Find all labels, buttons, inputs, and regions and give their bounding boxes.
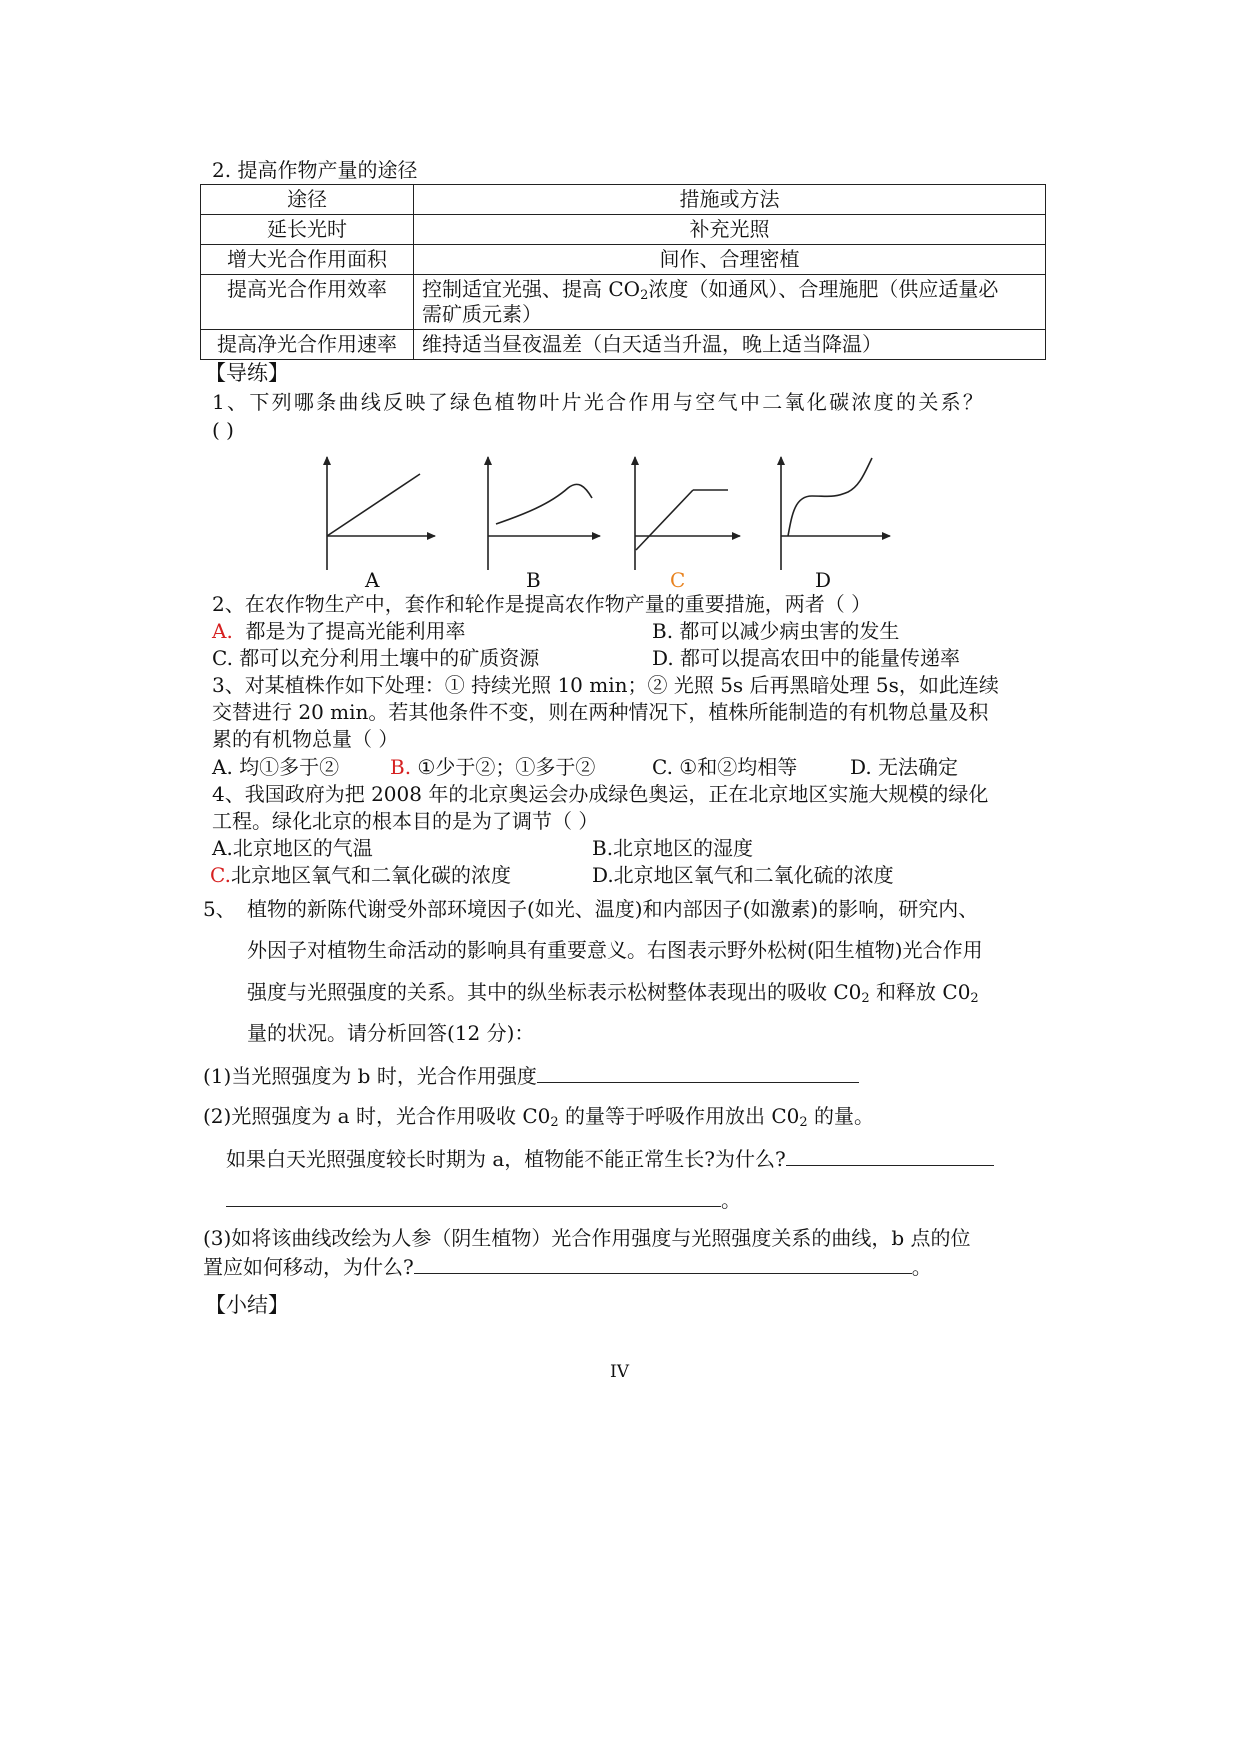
question-2-option-b: B. 都可以减少病虫害的发生: [652, 619, 900, 643]
answer-letter-a: A.: [212, 619, 233, 643]
question-5-sub-3-line-1: (3)如将该曲线改绘为人参（阴生植物）光合作用强度与光照强度关系的曲线，b 点的位: [203, 1226, 971, 1250]
table-cell-path: 提高净光合作用速率: [201, 330, 414, 360]
answer-blank-2b[interactable]: [226, 1186, 721, 1207]
table-header-method: 措施或方法: [414, 185, 1046, 215]
question-4-option-a: A.北京地区的气温: [212, 836, 373, 860]
question-4-line-1: 4、我国政府为把 2008 年的北京奥运会办成绿色奥运，正在北京地区实施大规模的绿化: [212, 782, 989, 806]
question-5-line-1: 植物的新陈代谢受外部环境因子(如光、温度)和内部因子(如激素)的影响，研究内、: [247, 897, 979, 921]
question-5-sub-2: (2)光照强度为 a 时，光合作用吸收 $C0_2$ 的量等于呼吸作用放出 $C0_2$ 的量。: [203, 1104, 875, 1130]
question-5-number: 5、: [203, 897, 236, 921]
curve-c: [635, 457, 740, 570]
table-header-row: [201, 185, 1046, 215]
question-5-line-2: 外因子对植物生命活动的影响具有重要意义。右图表示野外松树(阳生植物)光合作用: [247, 938, 983, 962]
question-1-curve-options: [300, 452, 900, 582]
table-cell-path: 提高光合作用效率: [201, 275, 414, 330]
answer-blank-2a[interactable]: [786, 1145, 994, 1166]
question-5-sub-2b: 如果白天光照强度较长时期为 a，植物能不能正常生长?为什么?: [226, 1145, 994, 1172]
question-2-option-d: D. 都可以提高农田中的能量传递率: [652, 646, 961, 670]
question-4-line-2: 工程。绿化北京的根本目的是为了调节（ ）: [212, 809, 599, 833]
answer-letter-b: B.: [390, 755, 412, 779]
question-3-line-2: 交替进行 20 min。若其他条件不变，则在两种情况下，植株所能制造的有机物总量及积: [212, 700, 989, 724]
question-5-line-3: 强度与光照强度的关系。其中的纵坐标表示松树整体表现出的吸收 $C0_2$ 和释放 $C0_2$: [247, 980, 979, 1006]
table-cell-path: 延长光时: [201, 215, 414, 245]
page-number: IV: [610, 1362, 629, 1382]
question-3-line-3: 累的有机物总量（ ）: [212, 727, 399, 751]
curve-label-b: B: [526, 568, 541, 592]
question-2-option-c: C. 都可以充分利用土壤中的矿质资源: [212, 646, 540, 670]
question-1-answer-paren: ( ): [212, 418, 234, 442]
table-cell-method: 维持适当昼夜温差（白天适当升温，晚上适当降温）: [414, 330, 1046, 360]
table-row: [201, 275, 1046, 330]
question-5-line-4: 量的状况。请分析回答(12 分)：: [247, 1021, 535, 1045]
question-3-option-a: A. 均①多于②: [212, 755, 340, 779]
question-1-text: 1、下列哪条曲线反映了绿色植物叶片光合作用与空气中二氧化碳浓度的关系？: [212, 390, 986, 414]
question-2-option-a: A. 都是为了提高光能利用率: [212, 619, 466, 643]
question-5-sub-2c: 。: [226, 1186, 741, 1213]
table-row: [201, 330, 1046, 360]
question-5-sub-3-line-2: 置应如何移动，为什么? 。: [203, 1255, 932, 1279]
answer-blank-3[interactable]: [414, 1253, 912, 1274]
question-3-option-d: D. 无法确定: [850, 755, 959, 779]
answer-blank-1[interactable]: [537, 1062, 859, 1083]
curve-b: [488, 457, 600, 570]
table-cell-path: 增大光合作用面积: [201, 245, 414, 275]
question-2-text: 2、在农作物生产中，套作和轮作是提高农作物产量的重要措施，两者（ ）: [212, 592, 872, 616]
table-cell-method: 间作、合理密植: [414, 245, 1046, 275]
question-3-option-c: C. ①和②均相等: [652, 755, 798, 779]
curve-label-a: A: [365, 568, 380, 592]
table-cell-method: 补充光照: [414, 215, 1046, 245]
table-cell-method: 控制适宜光强、提高 $CO_2$浓度（如通风）、合理施肥（供应适量必 需矿质元素）: [414, 275, 1046, 330]
question-3-option-b: B. ①少于②；①多于②: [390, 755, 596, 779]
question-4-option-d: D.北京地区氧气和二氧化硫的浓度: [592, 863, 894, 887]
section-title: 2. 提高作物产量的途径: [212, 158, 418, 182]
table-row: [201, 215, 1046, 245]
table-row: [201, 245, 1046, 275]
question-3-line-1: 3、对某植株作如下处理：① 持续光照 10 min；② 光照 5s 后再黑暗处理 5s，如此连续: [212, 673, 999, 697]
curve-a: [327, 457, 435, 570]
guide-heading: 【导练】: [205, 361, 289, 385]
question-4-option-b: B.北京地区的湿度: [592, 836, 754, 860]
table-header-path: 途径: [201, 185, 414, 215]
question-5-sub-1: (1)当光照强度为 b 时，光合作用强度: [203, 1062, 859, 1089]
yield-methods-table: [200, 184, 1046, 360]
answer-letter-c: C.: [210, 863, 231, 887]
curve-d: [781, 457, 890, 570]
summary-heading: 【小结】: [205, 1293, 289, 1317]
curve-label-d: D: [815, 568, 832, 592]
question-4-option-c: C.北京地区氧气和二氧化碳的浓度: [210, 863, 511, 887]
curve-label-c: C: [670, 568, 686, 592]
